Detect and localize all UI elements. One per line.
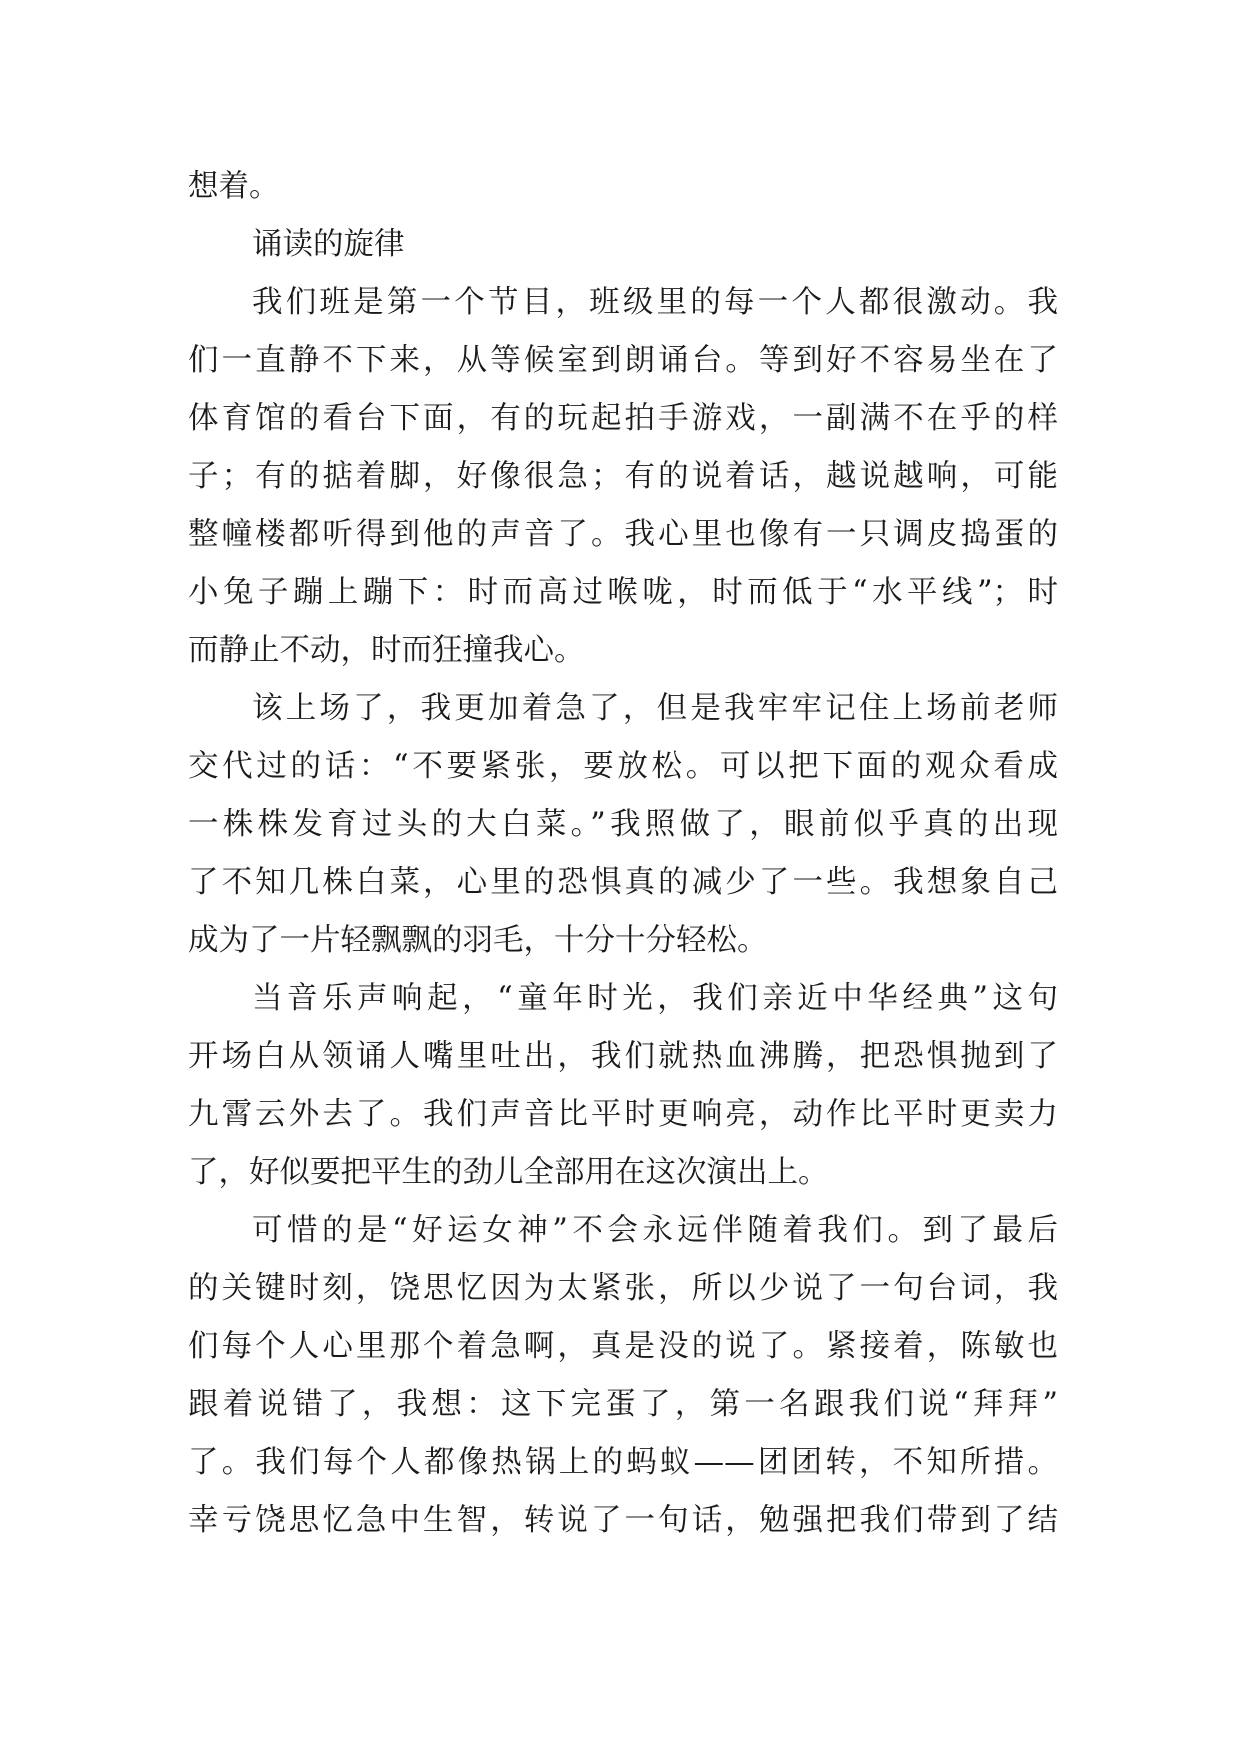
text-line: 整幢楼都听得到他的声音了。我心里也像有一只调皮捣蛋的 [188, 517, 1058, 552]
text-line: 我们班是第一个节目，班级里的每一个人都很激动。我 [252, 285, 1058, 320]
text-line: 跟着说错了，我想：这下完蛋了，第一名跟我们说“拜拜” [188, 1387, 1058, 1422]
text-line: 们每个人心里那个着急啊，真是没的说了。紧接着，陈敏也 [188, 1329, 1058, 1364]
section-heading: 诵读的旋律 [252, 227, 405, 262]
text-line: 而静止不动，时而狂撞我心。 [188, 633, 585, 668]
text-line: 想着。 [188, 169, 280, 204]
text-line: 了，好似要把平生的劲儿全部用在这次演出上。 [188, 1155, 829, 1190]
text-line: 子；有的掂着脚，好像很急；有的说着话，越说越响，可能 [188, 459, 1058, 494]
body-text [188, 158, 1058, 1550]
text-line: 幸亏饶思忆急中生智，转说了一句话，勉强把我们带到了结 [188, 1503, 1058, 1538]
text-line: 九霄云外去了。我们声音比平时更响亮，动作比平时更卖力 [188, 1097, 1058, 1132]
text-line: 当音乐声响起，“童年时光，我们亲近中华经典”这句 [252, 981, 1058, 1016]
text-line: 的关键时刻，饶思忆因为太紧张，所以少说了一句台词，我 [188, 1271, 1058, 1306]
text-line: 小兔子蹦上蹦下：时而高过喉咙，时而低于“水平线”；时 [188, 575, 1058, 610]
text-line: 了不知几株白菜，心里的恐惧真的减少了一些。我想象自己 [188, 865, 1058, 900]
text-line: 体育馆的看台下面，有的玩起拍手游戏，一副满不在乎的样 [188, 401, 1058, 436]
text-line: 了。我们每个人都像热锅上的蚂蚁——团团转，不知所措。 [188, 1445, 1058, 1480]
text-line: 成为了一片轻飘飘的羽毛，十分十分轻松。 [188, 923, 768, 958]
text-line: 一株株发育过头的大白菜。”我照做了，眼前似乎真的出现 [188, 807, 1058, 842]
text-line: 们一直静不下来，从等候室到朗诵台。等到好不容易坐在了 [188, 343, 1058, 378]
text-line: 可惜的是“好运女神”不会永远伴随着我们。到了最后 [252, 1213, 1058, 1248]
text-line: 该上场了，我更加着急了，但是我牢牢记住上场前老师 [252, 691, 1058, 726]
text-line: 交代过的话：“不要紧张，要放松。可以把下面的观众看成 [188, 749, 1058, 784]
text-line: 开场白从领诵人嘴里吐出，我们就热血沸腾，把恐惧抛到了 [188, 1039, 1058, 1074]
